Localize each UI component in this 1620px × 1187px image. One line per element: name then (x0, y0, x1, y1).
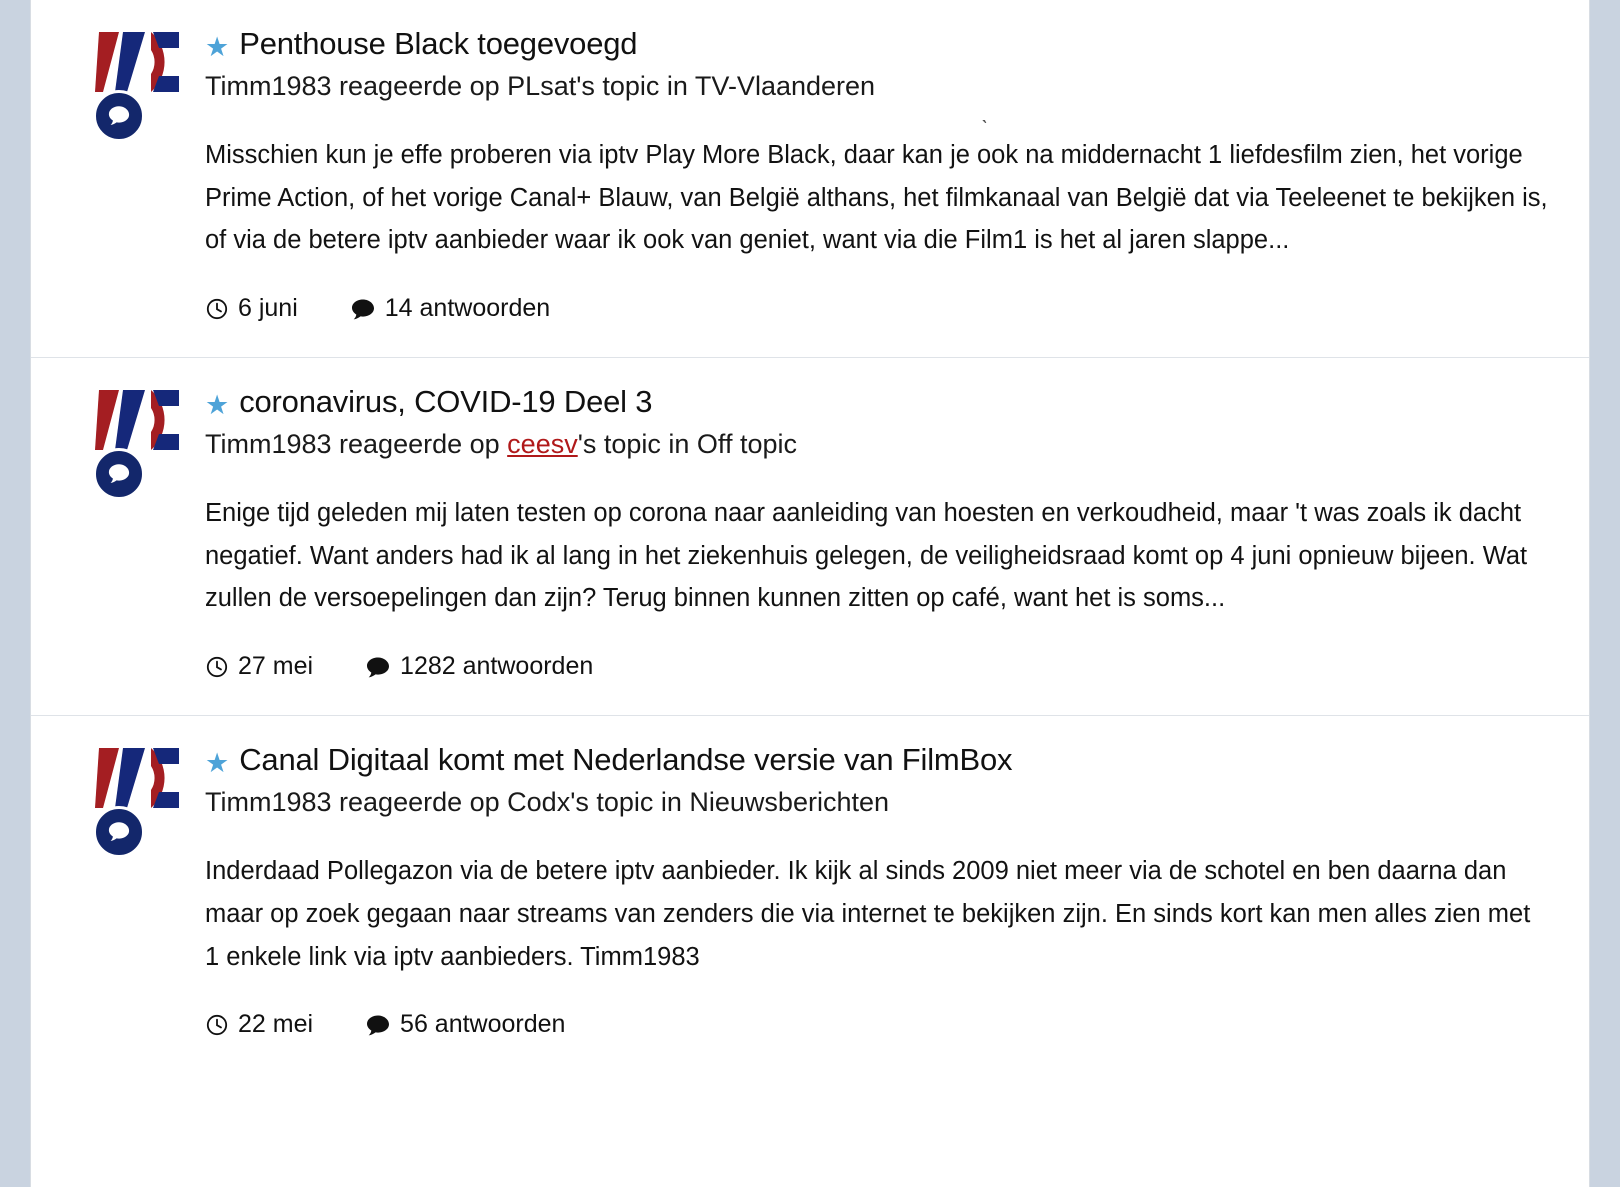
activity-date: 27 mei (238, 652, 314, 681)
replies-cell[interactable] (365, 652, 593, 681)
activity-item[interactable] (31, 358, 1589, 716)
activity-subtitle (205, 69, 1549, 104)
activity-title[interactable]: Penthouse Black toegevoegd (239, 26, 638, 61)
activity-meta (205, 652, 1549, 681)
subtitle-user-link[interactable]: ceesv (507, 428, 578, 459)
clock-icon (205, 297, 229, 321)
comment-badge-icon (93, 448, 145, 500)
activity-title[interactable]: coronavirus, COVID-19 Deel 3 (239, 384, 653, 420)
activity-date: 6 juni (238, 294, 298, 323)
activity-stream (30, 0, 1590, 1187)
activity-item[interactable] (31, 0, 1589, 358)
comment-icon (365, 1013, 391, 1037)
avatar[interactable] (93, 30, 189, 142)
activity-excerpt: Inderdaad Pollegazon via de betere iptv aanbieder. Ik kijk al sinds 2009 niet meer via de schotel en ben daarna dan maar op zoek gegaan naar streams van zenders die via internet te bekijken zijn. En sinds kort kan men alles zien met 1 enkele link via iptv aanbieders. Timm1983 (205, 856, 1531, 971)
subtitle-text-before: Timm1983 reageerde op Codx's topic in Nieuwsberichten (205, 786, 890, 817)
comment-badge-icon (93, 90, 145, 142)
subtitle-text-before: Timm1983 reageerde op (205, 428, 508, 459)
activity-subtitle (205, 785, 1549, 820)
comment-icon (350, 297, 376, 321)
subtitle-text-after: 's topic in Off topic (577, 428, 797, 459)
star-icon: ★ (205, 32, 230, 62)
activity-meta (205, 294, 1549, 323)
comment-icon (365, 655, 391, 679)
activity-replies: 1282 antwoorden (400, 652, 594, 681)
activity-title[interactable]: Canal Digitaal komt met Nederlandse versie van FilmBox (239, 742, 1013, 778)
clock-icon (205, 655, 229, 679)
clock-icon (205, 1013, 229, 1037)
activity-meta (205, 1010, 1549, 1039)
replies-cell[interactable] (365, 1010, 565, 1039)
comment-badge-icon (93, 806, 145, 858)
activity-replies: 14 antwoorden (384, 294, 551, 323)
avatar[interactable] (93, 388, 189, 500)
activity-date: 22 mei (238, 1010, 314, 1039)
date-cell (205, 652, 313, 681)
forum-logo-icon (93, 746, 185, 812)
activity-replies: 56 antwoorden (400, 1010, 566, 1039)
replies-cell[interactable] (350, 294, 550, 323)
star-icon: ★ (205, 748, 230, 779)
stray-mark: ˋ (981, 116, 989, 141)
activity-excerpt: Misschien kun je effe proberen via iptv Play More Black, daar kan je ook na middernacht 1 liefdesfilm zien, het vorige Prime Action, of het vorige Canal+ Blauw, van België althans, het filmkanaal van België dat via Teeleenet te bekijken is, of via de betere iptv aanbieder waar ik ook van geniet, want via die Film1 is het al jaren slappe... (205, 140, 1548, 255)
activity-subtitle (205, 427, 1549, 462)
date-cell (205, 294, 298, 323)
activity-excerpt: Enige tijd geleden mij laten testen op corona naar aanleiding van hoesten en verkoudheid, maar 't was zoals ik dacht negatief. Want anders had ik al lang in het ziekenhuis gelegen, de veiligheidsraad komt op 4 juni opnieuw bijeen. Wat zullen de versoepelingen dan zijn? Terug binnen kunnen zitten op café, want het is soms... (205, 498, 1528, 613)
activity-item[interactable] (31, 716, 1589, 1073)
star-icon: ★ (205, 390, 230, 421)
subtitle-text-before: Timm1983 reageerde op PLsat's topic in TV-Vlaanderen (205, 70, 876, 101)
avatar[interactable] (93, 746, 189, 858)
date-cell (205, 1010, 313, 1039)
forum-logo-icon (93, 388, 185, 454)
forum-logo-icon (93, 30, 185, 96)
